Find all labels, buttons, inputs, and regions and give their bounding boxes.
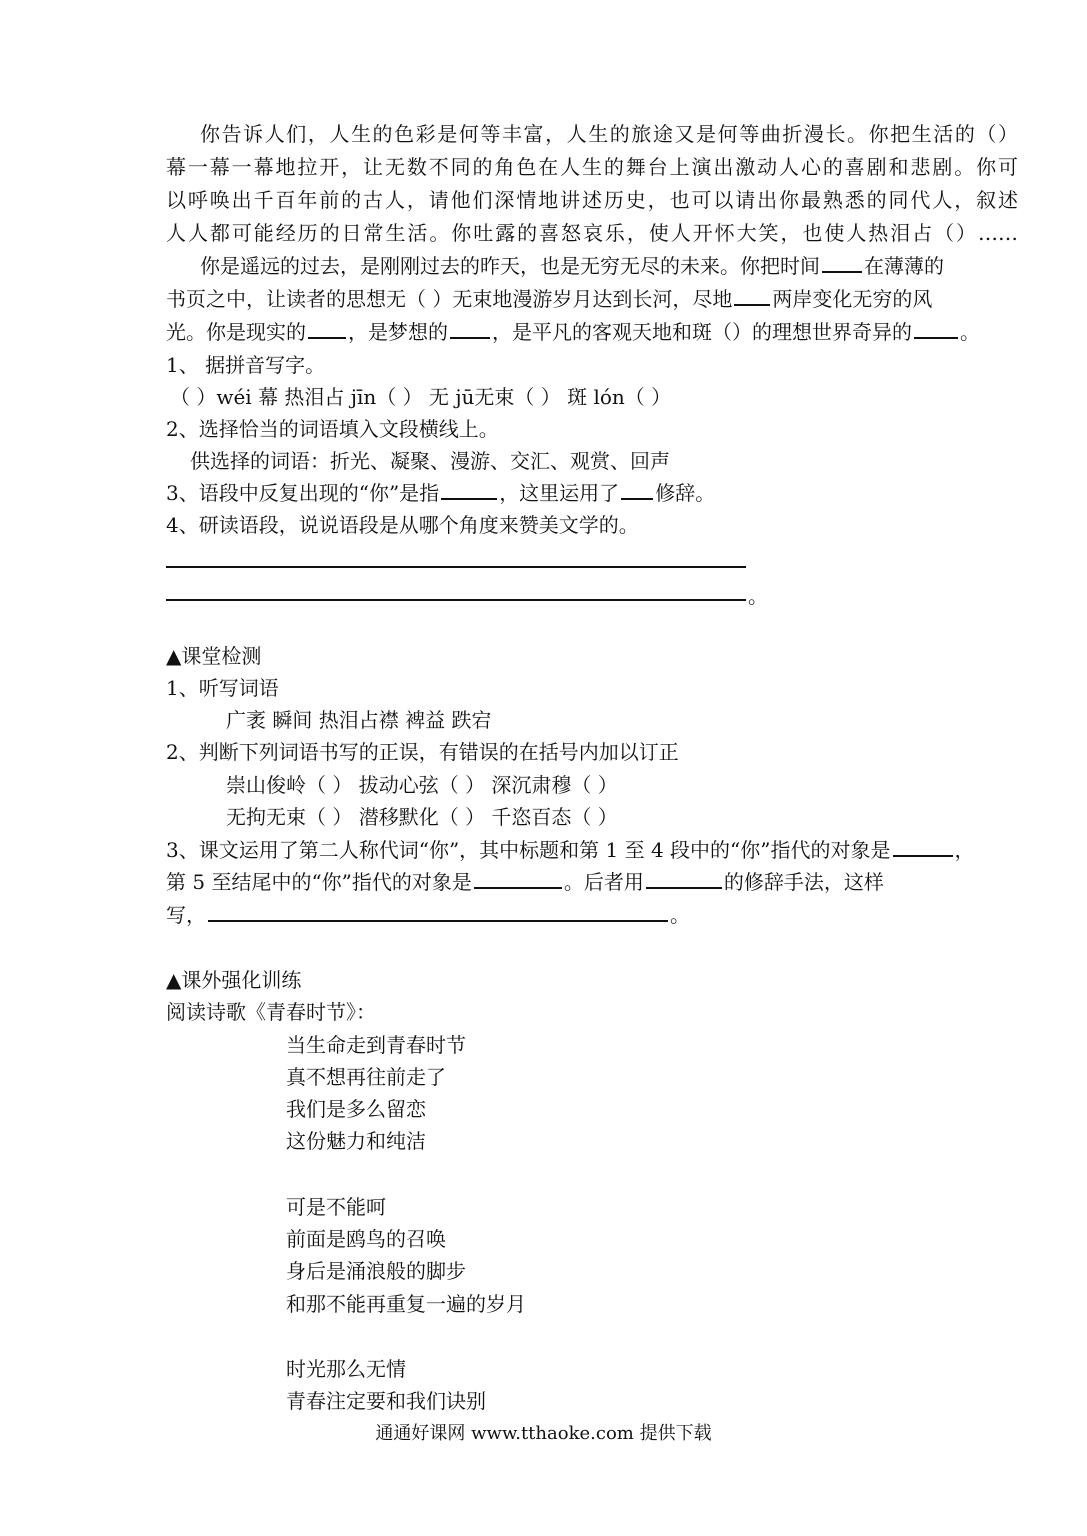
correction-row: 无拘无束（ ） 潜移默化（ ） 千恣百态（ ）	[226, 805, 618, 829]
fill-blank[interactable]	[621, 478, 653, 500]
page-footer: 通通好课网 www.tthaoke.com 提供下载	[375, 1423, 712, 1444]
question-1-items: （ ）wéi 幕 热泪占 jīn（ ） 无 jū无束（ ） 斑 lón（ ）	[170, 385, 672, 409]
answer-line[interactable]	[166, 599, 746, 601]
poem-line: 时光那么无情	[286, 1357, 406, 1381]
poem-line: 可是不能呵	[286, 1195, 386, 1219]
passage-line: 人人都可能经历的日常生活。你吐露的喜怒哀乐，使人开怀大笑，也使人热泪占（）……	[166, 221, 1018, 245]
question-text: 。后者用	[563, 870, 644, 894]
question-text: ，	[954, 838, 975, 862]
classroom-question-1: 1、听写词语	[166, 676, 279, 700]
fill-blank[interactable]	[441, 478, 497, 500]
question-text: 写，	[166, 903, 206, 927]
answer-end-mark: 。	[748, 584, 768, 608]
question-text: ，这里运用了	[499, 481, 620, 505]
answer-line[interactable]	[166, 566, 746, 568]
passage-text: 在薄薄的	[864, 254, 944, 278]
passage-text: 书页之中，让读者的思想无（ ）无束地漫游岁月达到长河，尽地	[166, 287, 733, 311]
passage-line: 你告诉人们，人生的色彩是何等丰富，人生的旅途又是何等曲折漫长。你把生活的（）	[200, 122, 1018, 146]
fill-blank[interactable]	[914, 317, 958, 339]
question-text: 的修辞手法，这样	[723, 870, 884, 894]
question-2-word-bank: 供选择的词语：折光、凝聚、漫游、交汇、观赏、回声	[190, 449, 670, 473]
passage-line	[166, 316, 1018, 348]
fill-blank[interactable]	[734, 284, 770, 306]
passage-line: 幕一幕一幕地拉开，让无数不同的角色在人生的舞台上演出激动人心的喜剧和悲剧。你可	[166, 155, 1018, 179]
fill-blank[interactable]	[208, 900, 668, 922]
poem-line: 和那不能再重复一遍的岁月	[286, 1292, 526, 1316]
fill-blank[interactable]	[450, 317, 490, 339]
poem-line: 前面是鸥鸟的召唤	[286, 1227, 446, 1251]
question-4: 4、研读语段，说说语段是从哪个角度来赞美文学的。	[166, 513, 639, 537]
fill-blank[interactable]	[474, 867, 562, 889]
question-text: 第 5 至结尾中的“你”指代的对象是	[166, 870, 472, 894]
classroom-question-3	[166, 834, 1018, 866]
poem-line: 身后是涌浪般的脚步	[286, 1259, 466, 1283]
question-text: 修辞。	[655, 481, 716, 505]
classroom-question-3-cont	[166, 866, 1018, 898]
passage-text: 光。你是现实的	[166, 320, 306, 344]
classroom-question-3-cont	[166, 899, 1018, 931]
passage-line	[166, 250, 1018, 282]
fill-blank[interactable]	[646, 867, 722, 889]
passage-text: 。	[960, 320, 980, 344]
passage-text: ，是平凡的客观天地和斑（）的理想世界奇异的	[492, 320, 912, 344]
fill-blank[interactable]	[893, 835, 953, 857]
poem-line: 当生命走到青春时节	[286, 1033, 466, 1057]
passage-text: ，是梦想的	[348, 320, 448, 344]
correction-row: 崇山俊岭（ ） 拔动心弦（ ） 深沉肃穆（ ）	[226, 773, 618, 797]
passage-line	[166, 283, 1018, 315]
passage-text: 两岸变化无穷的风	[772, 287, 933, 311]
question-3	[166, 477, 1018, 509]
question-1: 1、 据拼音写字。	[166, 353, 326, 377]
question-text: 3、课文运用了第二人称代词“你”，其中标题和第 1 至 4 段中的“你”指代的对象是	[166, 838, 891, 862]
poem-line: 真不想再往前走了	[286, 1065, 446, 1089]
classroom-question-2: 2、判断下列词语书写的正误，有错误的在括号内加以订正	[166, 740, 679, 764]
dictation-words: 广袤 瞬间 热泪占襟 裨益 跌宕	[226, 708, 492, 732]
fill-blank[interactable]	[822, 251, 862, 273]
fill-blank[interactable]	[308, 317, 346, 339]
passage-line: 以呼唤出千百年前的古人，请他们深情地讲述历史，也可以请出你最熟悉的同代人，叙述	[166, 188, 1018, 212]
poem-line: 这份魅力和纯洁	[286, 1129, 426, 1153]
question-text: 。	[670, 903, 690, 927]
question-text: 3、语段中反复出现的“你”是指	[166, 481, 440, 505]
poem-intro: 阅读诗歌《青春时节》：	[166, 1000, 376, 1024]
poem-line: 我们是多么留恋	[286, 1097, 426, 1121]
section-header-classroom: ▲ 课堂检测	[166, 640, 1018, 672]
poem-line: 青春注定要和我们诀别	[286, 1389, 486, 1413]
question-2: 2、选择恰当的词语填入文段横线上。	[166, 417, 499, 441]
section-header-extra: ▲ 课外强化训练	[166, 964, 1018, 996]
passage-text: 你是遥远的过去，是刚刚过去的昨天，也是无穷无尽的未来。你把时间	[200, 254, 820, 278]
